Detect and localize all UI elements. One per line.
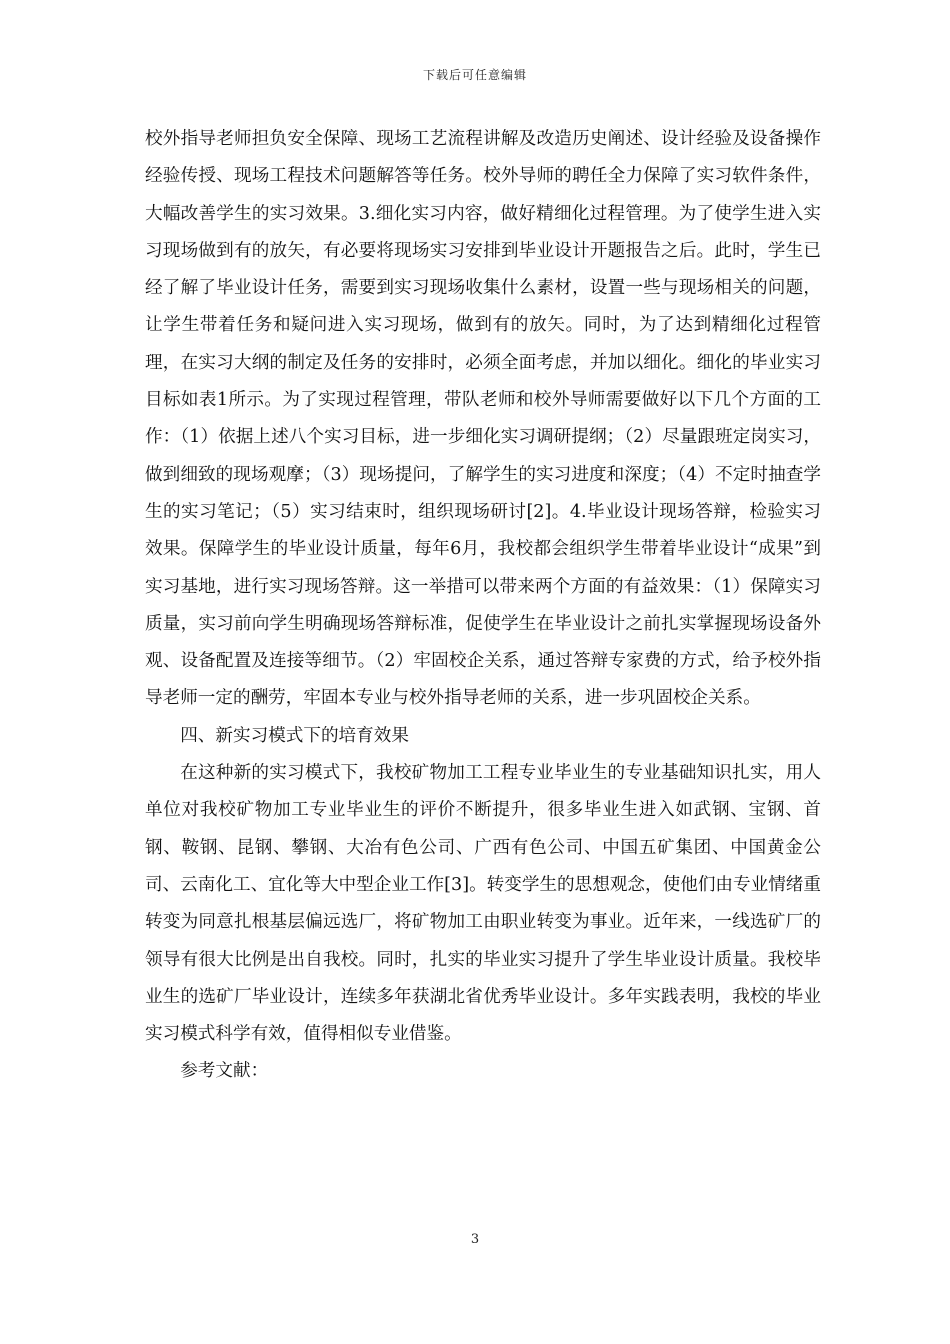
section-heading: 四、新实习模式下的培育效果 (180, 725, 409, 746)
paragraph-continuation: 校外指导老师担负安全保障、现场工艺流程讲解及改造历史阐述、设计经验及设备操作经验传授、现场工程技术问题解答等任务。校外导师的聘任全力保障了实习软件条件，大幅改善学生的实习效果。3.细化实习内容，做好精细化过程管理。为了使学生进入实习现场做到有的放矢，有必要将现场实习安排到毕业设计开题报告之后。此时，学生已经了解了毕业设计任务，需要到实习现场收集什么素材，设置一些与现场相关的问题，让学生带着任务和疑问进入实习现场，做到有的放矢。同时，为了达到精细化过程管理，在实习大纲的制定及任务的安排时，必须全面考虑，并加以细化。细化的毕业实习目标如表1所示。为了实现过程管理，带队老师和校外导师需要做好以下几个方面的工作：（1）依据上述八个实习目标，进一步细化实习调研提纲；（2）尽量跟班定岗实习，做到细致的现场观摩；（3）现场提问，了解学生的实习进度和深度；（4）不定时抽查学生的实习笔记；（5）实习结束时，组织现场研讨[2]。4.毕业设计现场答辩，检验实习效果。保障学生的毕业设计质量，每年6月，我校都会组织学生带着毕业设计“成果”到实习基地，进行实习现场答辩。这一举措可以带来两个方面的有益效果：（1）保障实习质量，实习前向学生明确现场答辩标准，促使学生在毕业设计之前扎实掌握现场设备外观、设备配置及连接等细节。（2）牢固校企关系，通过答辩专家费的方式，给予校外指导老师一定的酬劳，牢固本专业与校外指导老师的关系，进一步巩固校企关系。 (145, 129, 821, 709)
paragraph-body: 在这种新的实习模式下，我校矿物加工工程专业毕业生的专业基础知识扎实，用人单位对我校矿物加工专业毕业生的评价不断提升，很多毕业生进入如武钢、宝钢、首钢、鞍钢、昆钢、攀钢、大冶有色公司、广西有色公司、中国五矿集团、中国黄金公司、云南化工、宜化等大中型企业工作[3]。转变学生的思想观念，使他们由专业情绪重转变为同意扎根基层偏远选厂，将矿物加工由职业转变为事业。近年来，一线选矿厂的领导有很大比例是出自我校。同时，扎实的毕业实习提升了学生毕业设计质量。我校毕业生的选矿厂毕业设计，连续多年获湖北省优秀毕业设计。多年实践表明，我校的毕业实习模式科学有效，值得相似专业借鉴。 (145, 763, 821, 1045)
page-number: 3 (470, 1232, 480, 1247)
document-body (145, 121, 821, 1091)
page-header: 下载后可任意编辑 (422, 68, 527, 82)
references-heading: 参考文献： (180, 1061, 269, 1082)
